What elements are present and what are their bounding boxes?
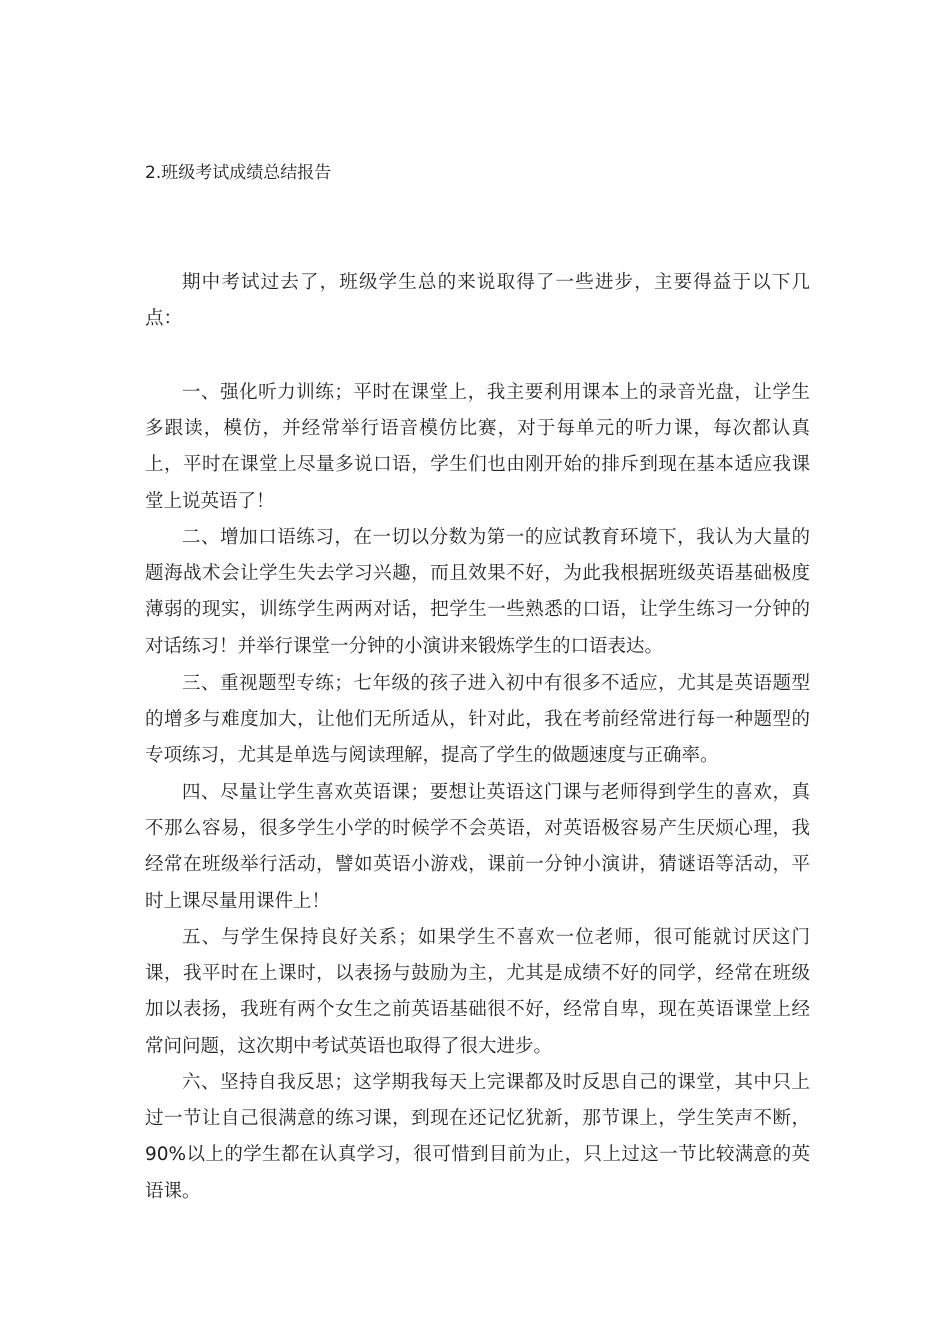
paragraph-enjoy-english: 四、尽量让学生喜欢英语课；要想让英语这门课与老师得到学生的喜欢，真不那么容易，很多学生小学的时候学不会英语，对英语极容易产生厌烦心理，我经常在班级举行活动，譬如英语小游戏，课前一分钟小演讲，猜谜语等活动，平时上课尽量用课件上！	[145, 782, 810, 912]
intro-paragraph: 期中考试过去了，班级学生总的来说取得了一些进步，主要得益于以下几点：	[145, 272, 810, 330]
document-title: 2.班级考试成绩总结报告	[145, 163, 332, 183]
paragraph-listening-training: 一、强化听力训练；平时在课堂上，我主要利用课本上的录音光盘，让学生多跟读，模仿，并经常举行语音模仿比赛，对于每单元的听力课，每次都认真上，平时在课堂上尽量多说口语，学生们也由刚开始的排斥到现在基本适应我课堂上说英语了！	[145, 382, 810, 512]
paragraph-good-relations: 五、与学生保持良好关系；如果学生不喜欢一位老师，很可能就讨厌这门课，我平时在上课时，以表扬与鼓励为主，尤其是成绩不好的同学，经常在班级加以表扬，我班有两个女生之前英语基础很不好，经常自卑，现在英语课堂上经常问问题，这次期中考试英语也取得了很大进步。	[145, 927, 810, 1057]
paragraph-self-reflection: 六、坚持自我反思；这学期我每天上完课都及时反思自己的课堂，其中只上过一节让自己很满意的练习课，到现在还记忆犹新，那节课上，学生笑声不断，90%以上的学生都在认真学习，很可惜到目前为止，只上过这一节比较满意的英语课。	[145, 1072, 810, 1202]
paragraph-question-types: 三、重视题型专练；七年级的孩子进入初中有很多不适应，尤其是英语题型的增多与难度加大，让他们无所适从，针对此，我在考前经常进行每一种题型的专项练习，尤其是单选与阅读理解，提高了学生的做题速度与正确率。	[145, 673, 810, 767]
paragraph-oral-practice: 二、增加口语练习，在一切以分数为第一的应试教育环境下，我认为大量的题海战术会让学生失去学习兴趣，而且效果不好，为此我根据班级英语基础极度薄弱的现实，训练学生两两对话，把学生一些熟悉的口语，让学生练习一分钟的对话练习！并举行课堂一分钟的小演讲来锻炼学生的口语表达。	[145, 527, 810, 657]
